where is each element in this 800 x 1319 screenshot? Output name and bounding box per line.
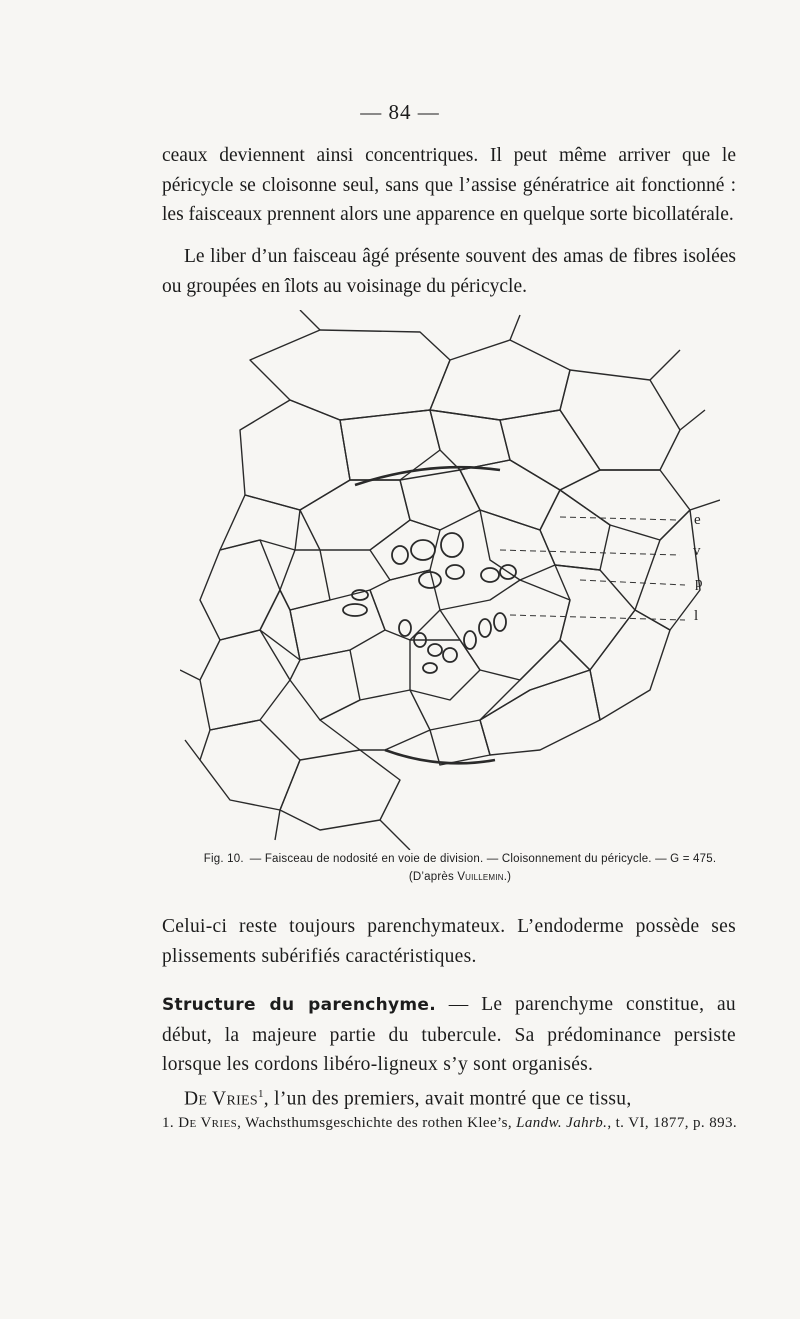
footnote-journal: Landw. Jahrb. bbox=[516, 1115, 608, 1131]
figure-letter-v: v bbox=[693, 543, 701, 559]
footnote-number: 1. bbox=[162, 1115, 175, 1131]
heading-dash: — bbox=[436, 994, 482, 1015]
figure-letter-e: e bbox=[694, 512, 701, 528]
figure-credit bbox=[150, 868, 770, 886]
figure-caption bbox=[150, 850, 770, 886]
paragraph-3: Celui-ci reste toujours parenchymateux. L’endoderme possède ses plissements subérifiés caractéristiques. bbox=[162, 916, 736, 967]
footnote-text-before: , Wachsthumsgeschichte des rothen Klee’s, bbox=[237, 1115, 517, 1131]
footnote-text-after: , t. VI, 1877, p. 893. bbox=[607, 1115, 738, 1131]
author-de-vries: De Vries bbox=[184, 1088, 258, 1109]
paragraph-4-text: Le parenchyme constitue, au début, la majeure partie du tubercule. Sa prédominance persiste lorsque les cordons libéro-ligneux s’y sont organisés. bbox=[162, 994, 736, 1075]
cell-section-drawing bbox=[180, 310, 720, 850]
figure-label: Fig. 10. bbox=[203, 853, 244, 865]
section-heading: Structure du parenchyme. bbox=[162, 995, 437, 1015]
credit-author: Vuillemin bbox=[457, 871, 504, 883]
page-number: — 84 — bbox=[360, 100, 440, 124]
figure-caption-text: — Faisceau de nodosité en voie de division. — Cloisonnement du péricycle. — G = 475. bbox=[249, 853, 717, 865]
paragraph-5-text: , l’un des premiers, avait montré que ce tissu, bbox=[263, 1088, 632, 1109]
footnote bbox=[162, 1112, 746, 1134]
figure-10-illustration bbox=[180, 310, 720, 850]
paragraph-2: Le liber d’un faisceau âgé présente souvent des amas de fibres isolées ou groupées en îlots au voisinage du péricycle. bbox=[162, 246, 736, 297]
footnote-author: De Vries bbox=[178, 1115, 238, 1131]
paragraph-4 bbox=[162, 990, 736, 1114]
credit-suffix: .) bbox=[503, 871, 512, 883]
figure-letter-l: l bbox=[694, 608, 699, 624]
credit-prefix: (D’après bbox=[408, 871, 458, 883]
figure-letter-p: p bbox=[695, 575, 703, 591]
footnote-ref: 1 bbox=[257, 1087, 264, 1100]
paragraph-1: ceaux deviennent ainsi concentriques. Il peut même arriver que le péricycle se cloisonne seul, sans que l’assise génératrice ait fonctionné : les faisceaux prennent alors une apparence en quelque sorte bicollatérale. bbox=[162, 145, 736, 225]
